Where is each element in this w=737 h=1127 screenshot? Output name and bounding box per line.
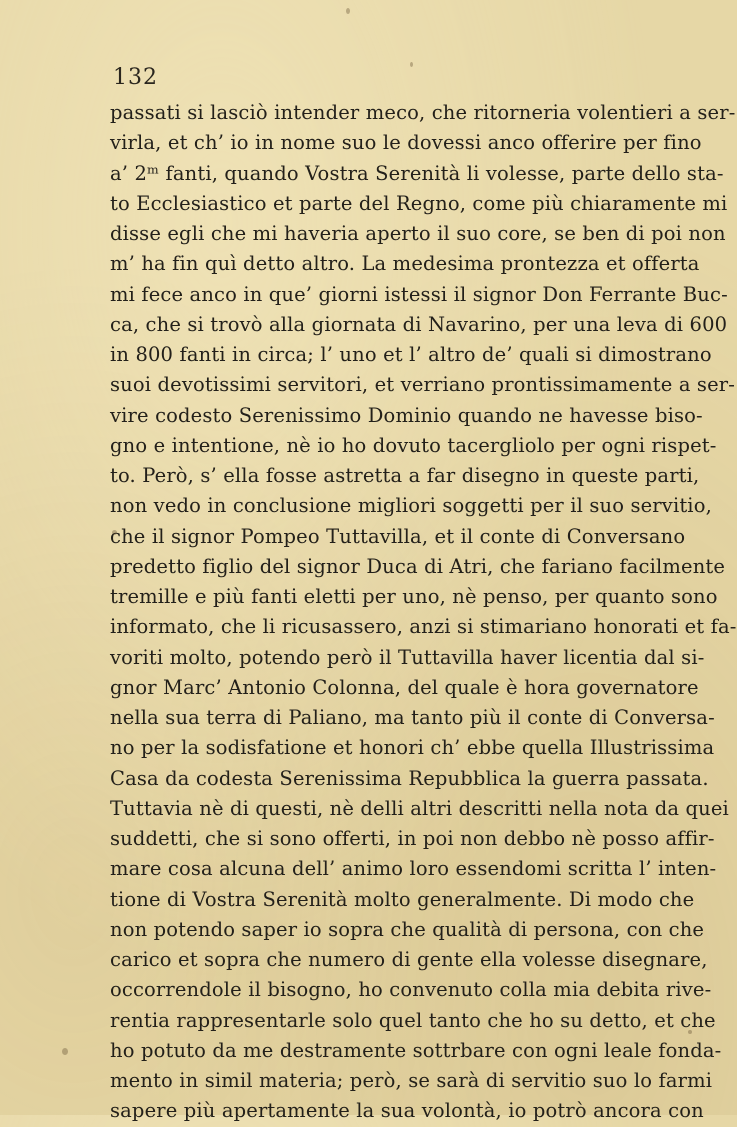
text-line: disse egli che mi haveria aperto il suo core, se ben di poi non — [110, 222, 726, 245]
text-line: in 800 fanti in circa; l’ uno et l’ altro de’ quali si dimostrano — [110, 343, 712, 366]
text-line: mi fece anco in que’ giorni istessi il signor Don Ferrante Buc- — [110, 282, 728, 306]
text-line: no per la sodisfatione et honori ch’ ebbe quella Illustrissima — [110, 736, 715, 760]
text-line: occorrendole il bisogno, ho convenuto colla mia debita rive- — [110, 978, 712, 1002]
text-line: virla, et ch’ io in nome suo le dovessi anco offerire per fino — [110, 131, 702, 155]
text-line: Tuttavia nè di questi, nè delli altri descritti nella nota da quei — [110, 796, 729, 820]
text-line: vire codesto Serenissimo Dominio quando ne havesse biso- — [110, 403, 703, 427]
paper-speck — [346, 8, 350, 14]
paper-speck — [112, 530, 117, 535]
text-line: mento in simil materia; però, se sarà di servitio suo lo farmi — [110, 1069, 713, 1092]
text-line: carico et sopra che numero di gente ella volesse disegnare, — [110, 948, 708, 971]
text-line: gnor Marc’ Antonio Colonna, del quale è hora governatore — [110, 675, 699, 699]
text-line: a’ 2ᵐ fanti, quando Vostra Serenità li volesse, parte dello sta- — [110, 161, 724, 185]
text-line: rentia rappresentarle solo quel tanto che ho su detto, et che — [110, 1008, 716, 1032]
text-line: m’ ha fin quì detto altro. La medesima prontezza et offerta — [110, 252, 700, 276]
text-line: non vedo in conclusione migliori soggetti per il suo servitio, — [110, 494, 712, 518]
paper-speck — [410, 62, 413, 67]
text-line: suddetti, che si sono offerti, in poi non debbo nè posso affir- — [110, 827, 715, 850]
text-line: voriti molto, potendo però il Tuttavilla haver licentia dal si- — [110, 645, 705, 669]
text-line: informato, che li ricusassero, anzi si stimariano honorati et fa- — [110, 615, 737, 639]
body-text — [110, 98, 737, 1127]
text-line: non potendo saper io sopra che qualità di persona, con che — [110, 917, 705, 941]
text-line: tione di Vostra Serenità molto generalmente. Di modo che — [110, 887, 695, 911]
text-line: ho potuto da me destramente sottrbare con ogni leale fonda- — [110, 1038, 722, 1062]
page-number: 132 — [113, 65, 158, 90]
text-line: sapere più apertamente la sua volontà, io potrò ancora con — [110, 1099, 704, 1123]
text-line: che il signor Pompeo Tuttavilla, et il conte di Conversano — [110, 524, 686, 548]
text-line: nella sua terra di Paliano, ma tanto più il conte di Conversa- — [110, 706, 715, 729]
text-line: passati si lasciò intender meco, che ritorneria volentieri a ser- — [110, 101, 736, 124]
text-line: mare cosa alcuna dell’ animo loro essendomi scritta l’ inten- — [110, 857, 717, 881]
text-line: to Ecclesiastico et parte del Regno, come più chiaramente mi — [110, 191, 728, 215]
text-line: Casa da codesta Serenissima Repubblica la guerra passata. — [110, 766, 709, 790]
text-line: predetto figlio del signor Duca di Atri, che fariano facilmente — [110, 554, 726, 578]
text-line: to. Però, s’ ella fosse astretta a far disegno in queste parti, — [110, 464, 700, 487]
paper-speck — [62, 1048, 68, 1055]
text-line: gno e intentione, nè io ho dovuto tacergliolo per ogni rispet- — [110, 433, 717, 457]
text-line: tremille e più fanti eletti per uno, nè penso, per quanto sono — [110, 585, 718, 608]
text-line: ca, che si trovò alla giornata di Navarino, per una leva di 600 — [110, 312, 728, 336]
text-line: suoi devotissimi servitori, et verriano prontissimamente a ser- — [110, 373, 735, 397]
paper-speck — [688, 1030, 692, 1034]
